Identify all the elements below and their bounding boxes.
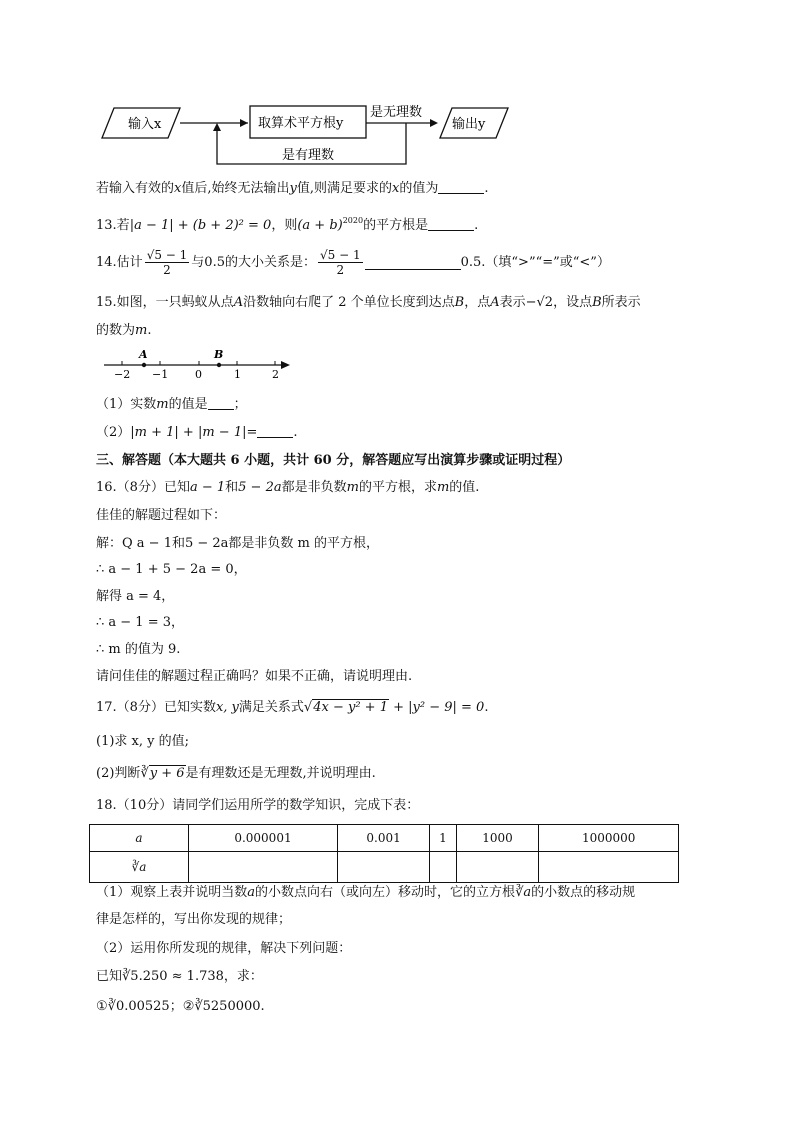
q17-period: .	[484, 700, 489, 715]
q18-asks	[96, 998, 265, 1016]
q13-number: 13.若	[96, 218, 130, 233]
table-cell-empty[interactable]	[189, 852, 338, 883]
point-a-dot	[142, 363, 146, 367]
point-b-dot	[217, 363, 221, 367]
q16-intro: 佳佳的解题过程如下：	[96, 508, 227, 523]
circled-1: ①	[96, 999, 108, 1014]
q18-text: ，求：	[223, 969, 263, 984]
number-line	[100, 345, 300, 381]
table-cell: 0.000001	[189, 825, 338, 852]
q13-period: .	[474, 218, 479, 233]
q15-neg-root-2: −√2	[525, 295, 554, 310]
q18-sub1-line1	[96, 884, 635, 902]
q13-line	[96, 212, 478, 235]
q18-var-a: a	[247, 885, 256, 900]
q15-line-1	[96, 294, 641, 312]
q15-point-a: A	[490, 295, 500, 310]
q12-var-x: x	[392, 181, 400, 196]
q15-sub1-text: （1）实数	[96, 397, 157, 412]
q14-line	[96, 246, 610, 280]
q15-text: ，设点	[553, 295, 593, 310]
q15-sub2-expression: |m + 1| + |m − 1|=	[130, 425, 258, 440]
q17-sub1: (1)求 x, y 的值;	[96, 734, 189, 749]
q15-period: .	[293, 425, 298, 440]
q18-text: 已知	[96, 969, 123, 984]
q17-equation-tail: + |y² − 9| = 0	[388, 700, 485, 715]
q17-sub2-text: 是有理数还是无理数,并说明理由.	[185, 766, 376, 781]
q17-sub2-radicand: y + 6	[149, 766, 185, 781]
q16-text: 都是非负数	[281, 480, 347, 495]
q13-equation: |a − 1| + (b + 2)² = 0	[129, 218, 272, 233]
q18-ask-1: ∛0.00525	[107, 999, 170, 1014]
q12-question-line	[96, 180, 489, 198]
q18-known-expression: ∛5.250 ≈ 1.738	[122, 969, 224, 984]
q16-step-1: 解：Q a − 1和5 − 2a都是非负数 m 的平方根，	[96, 536, 380, 551]
point-a-label: A	[139, 348, 148, 361]
section-3-heading: 三、解答题（本大题共 6 小题，共计 60 分，解答题应写出演算步骤或证明过程）	[96, 453, 571, 468]
q15-var-m: m	[135, 323, 148, 338]
process-label: 取算术平方根y	[258, 116, 344, 131]
irrational-label: 是无理数	[370, 105, 423, 120]
q16-step-3: 解得 a = 4，	[96, 589, 175, 604]
q15-text: 15.如图，一只蚂蚁从点	[96, 295, 234, 310]
q18-sub1-line2: 律是怎样的，写出你发现的规律；	[96, 912, 292, 927]
tick-label-1: 1	[234, 368, 241, 381]
q12-period: .	[484, 181, 489, 196]
point-b-label: B	[214, 348, 224, 361]
q16-line-1	[96, 479, 479, 497]
q16-expr-2: 5 − 2a	[238, 480, 282, 495]
q15-sub2-text: （2）	[96, 425, 131, 440]
table-row	[90, 825, 679, 852]
q14-fraction-2	[318, 248, 363, 277]
q15-text: 沿数轴向右爬了 2 个单位长度到达点	[243, 295, 455, 310]
q13-text: 的平方根是	[363, 218, 429, 233]
q18-cube-root-a: ∛a	[515, 885, 532, 900]
table-cell: 1	[430, 825, 456, 852]
q14-fraction	[145, 248, 190, 277]
arrowhead-2	[430, 119, 438, 127]
q18-separator: ；②	[169, 999, 195, 1014]
q17-radicand: 4x − y² + 1	[313, 700, 388, 715]
q18-text: 的小数点的移动规	[531, 885, 636, 900]
input-label: 输入x	[128, 117, 162, 132]
arrowhead-1	[240, 119, 248, 127]
q18-period: .	[260, 999, 265, 1014]
q13-expression: (a + b)	[297, 218, 343, 233]
q15-var-m: m	[156, 397, 169, 412]
q12-var-y: y	[289, 181, 297, 196]
q16-var-m: m	[436, 480, 450, 495]
q12-text: 值,则满足要求的	[296, 181, 392, 196]
q15-sub2	[96, 424, 298, 442]
q18-line-1: 18.（10分）请同学们运用所学的数学知识，完成下表：	[96, 798, 420, 813]
q12-answer-blank[interactable]	[438, 180, 484, 194]
fraction-numerator: √5 − 1	[146, 248, 188, 262]
q14-answer-blank[interactable]	[365, 256, 461, 270]
axis-arrowhead	[281, 361, 290, 369]
q16-text: 的平方根，求	[358, 480, 437, 495]
q12-text: 值后,始终无法输出	[181, 181, 290, 196]
q16-text: 和	[225, 480, 239, 495]
tick-label-0: 0	[195, 368, 202, 381]
q12-var-x: x	[174, 181, 182, 196]
q15-text: 所表示	[601, 295, 641, 310]
sqrt-symbol: √	[303, 700, 313, 715]
fraction-numerator: √5 − 1	[319, 248, 361, 262]
q15-semicolon: ；	[233, 397, 247, 412]
q15-point-a: A	[233, 295, 244, 310]
q15-text: 的数为	[96, 323, 136, 338]
q17-sub2	[96, 765, 376, 783]
q17-text: 17.（8分）已知实数	[96, 700, 216, 715]
q15-sub1	[96, 396, 247, 414]
q16-text: 的值.	[449, 480, 480, 495]
fraction-denominator: 2	[336, 263, 345, 277]
q15-text: 表示	[499, 295, 526, 310]
table-cell: a	[90, 825, 189, 852]
q18-known	[96, 968, 263, 986]
q14-text: 与0.5的大小关系是：	[191, 255, 316, 270]
q14-text: 0.5.（填“>”“=”或“<”）	[460, 255, 610, 270]
q16-expr-1: a − 1	[189, 480, 226, 495]
table-cell: 1000	[456, 825, 539, 852]
q12-text: 若输入有效的	[96, 181, 175, 196]
q16-question: 请问佳佳的解题过程正确吗？如果不正确，请说明理由.	[96, 669, 413, 684]
q12-text: 的值为	[399, 181, 439, 196]
tick-label-neg1: −1	[152, 368, 169, 381]
q18-sub2: （2）运用你所发现的规律，解决下列问题：	[96, 941, 352, 956]
q17-line-1	[96, 699, 488, 717]
q18-value-table	[89, 824, 679, 883]
cube-root-symbol: ∛	[140, 766, 149, 781]
arrowhead-loop	[213, 123, 221, 131]
output-label: 输出y	[452, 117, 486, 132]
q18-ask-2: ∛5250000	[194, 999, 261, 1014]
table-cell-empty[interactable]	[456, 852, 539, 883]
q17-vars: x, y	[215, 700, 239, 715]
table-cell-empty[interactable]	[430, 852, 456, 883]
q13-answer-blank[interactable]	[428, 217, 474, 231]
q16-step-4: ∴ a − 1 = 3，	[96, 615, 185, 630]
tick-label-neg2: −2	[114, 368, 131, 381]
q13-exponent: 2020	[342, 216, 364, 225]
table-row	[90, 852, 679, 883]
rational-label: 是有理数	[282, 148, 335, 163]
q18-text: 的小数点向右（或向左）移动时，它的立方根	[255, 885, 516, 900]
q15-point-b: B	[454, 295, 465, 310]
q18-text: （1）观察上表并说明当数	[96, 885, 248, 900]
q15-sub2-blank[interactable]	[257, 424, 293, 438]
q16-text: 16.（8分）已知	[96, 480, 190, 495]
table-cell: 1000000	[539, 825, 679, 852]
flowchart	[100, 96, 520, 172]
q15-text: ，点	[464, 295, 491, 310]
q15-line-2	[96, 322, 151, 340]
q16-var-m: m	[346, 480, 359, 495]
q17-text: 满足关系式	[238, 700, 304, 715]
q13-text: ，则	[271, 218, 298, 233]
q15-sub1-blank[interactable]	[208, 396, 234, 410]
table-cell: ∛a	[90, 852, 189, 883]
q16-step-5: ∴ m 的值为 9.	[96, 642, 181, 657]
q15-sub1-text: 的值是	[168, 397, 208, 412]
tick-label-2: 2	[272, 368, 279, 381]
table-cell-empty[interactable]	[337, 852, 429, 883]
q15-period: .	[147, 323, 152, 338]
q17-sub2-text: (2)判断	[96, 766, 141, 781]
q15-point-b: B	[592, 295, 602, 310]
table-cell-empty[interactable]	[539, 852, 679, 883]
fraction-denominator: 2	[163, 263, 171, 277]
q14-number: 14.估计	[96, 255, 143, 270]
q16-step-2: ∴ a − 1 + 5 − 2a = 0，	[96, 562, 247, 577]
table-cell: 0.001	[337, 825, 429, 852]
